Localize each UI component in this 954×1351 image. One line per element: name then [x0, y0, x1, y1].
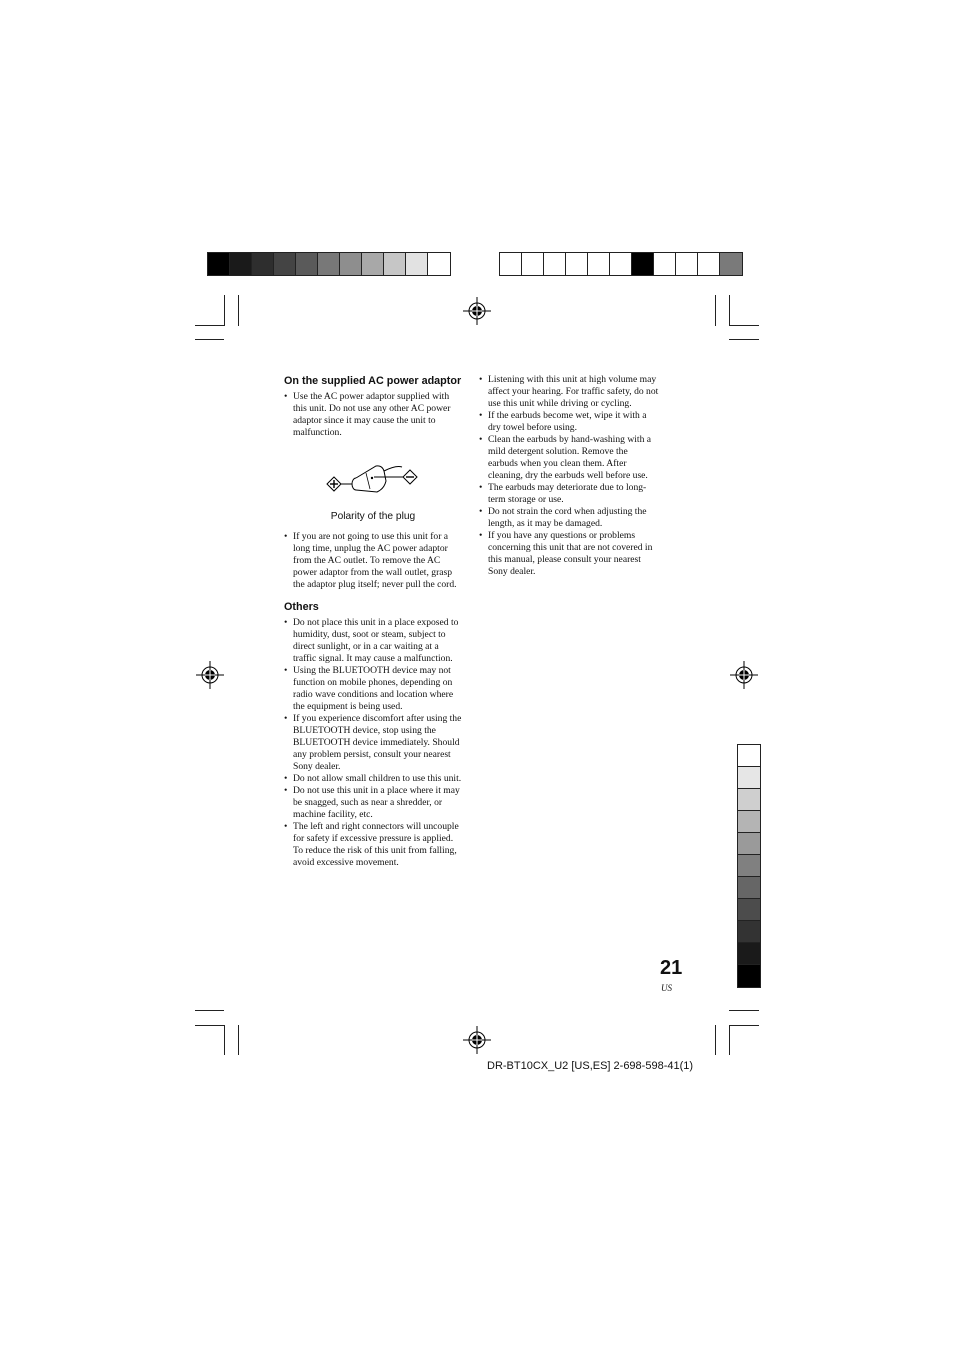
color-swatch: [500, 253, 522, 275]
footer-code: DR-BT10CX_U2 [US,ES] 2-698-598-41(1): [487, 1060, 694, 1072]
color-swatch: [230, 253, 252, 275]
list-item: • If you have any questions or problems concerning this unit that are not covered in this manual, please consult your nearest Sony dealer.: [479, 530, 659, 578]
color-swatch: [384, 253, 406, 275]
color-swatch: [632, 253, 654, 275]
color-swatch: [738, 745, 760, 767]
color-swatch: [296, 253, 318, 275]
list-item: • If you are not going to use this unit for a long time, unplug the AC power adaptor from the AC outlet. To remove the AC power adaptor from the wall outlet, grasp the adaptor plug itself; never pull the cord.: [284, 531, 462, 591]
plug-icon: [284, 457, 462, 509]
color-swatch: [208, 253, 230, 275]
list-item: • The left and right connectors will uncouple for safety if excessive pressure is applied. To reduce the risk of this unit from falling, avoid excessive movement.: [284, 821, 462, 869]
list-item: • Listening with this unit at high volume may affect your hearing. For traffic safety, do not use this unit while driving or cycling.: [479, 374, 659, 410]
minus-icon: [403, 470, 417, 484]
color-swatch: [738, 899, 760, 921]
right-column: [479, 374, 659, 578]
ac-adaptor-list: [284, 391, 462, 439]
color-swatch: [362, 253, 384, 275]
section-heading-ac-adaptor: On the supplied AC power adaptor: [284, 375, 462, 387]
color-swatch: [566, 253, 588, 275]
color-bar-right: [499, 252, 743, 276]
color-swatch: [738, 833, 760, 855]
list-item: • Do not use this unit in a place where it may be snagged, such as near a shredder, or machine facility, etc.: [284, 785, 462, 821]
color-swatch: [738, 877, 760, 899]
color-bar-left: [207, 252, 451, 276]
registration-mark-icon: [730, 661, 758, 689]
color-swatch: [738, 921, 760, 943]
precautions-list: [479, 374, 659, 578]
list-item: • Use the AC power adaptor supplied with this unit. Do not use any other AC power adaptor since it may cause the unit to malfunction.: [284, 391, 462, 439]
left-column: [284, 373, 462, 869]
color-swatch: [738, 855, 760, 877]
color-swatch: [738, 811, 760, 833]
list-item: • The earbuds may deteriorate due to long-term storage or use.: [479, 482, 659, 506]
list-item: • Do not place this unit in a place exposed to humidity, dust, soot or steam, subject to direct sunlight, or in a car waiting at a traffic signal. It may cause a malfunction.: [284, 617, 462, 665]
color-swatch: [654, 253, 676, 275]
color-bar-side: [737, 744, 761, 988]
color-swatch: [544, 253, 566, 275]
list-item: • Do not strain the cord when adjusting the length, as it may be damaged.: [479, 506, 659, 530]
color-swatch: [698, 253, 720, 275]
list-item: • If the earbuds become wet, wipe it with a dry towel before using.: [479, 410, 659, 434]
ac-adaptor-list-continued: [284, 531, 462, 591]
color-swatch: [610, 253, 632, 275]
list-item: • Clean the earbuds by hand-washing with a mild detergent solution. Remove the earbuds when you clean them. After cleaning, dry the earbuds well before use.: [479, 434, 659, 482]
list-item: • If you experience discomfort after using the BLUETOOTH device, stop using the BLUETOOTH device immediately. Should any problem persist, consult your nearest Sony dealer.: [284, 713, 462, 773]
figure-caption: Polarity of the plug: [330, 511, 416, 522]
others-list: [284, 617, 462, 869]
section-heading-others: Others: [284, 601, 319, 613]
registration-mark-icon: [463, 297, 491, 325]
color-swatch: [252, 253, 274, 275]
color-swatch: [676, 253, 698, 275]
registration-mark-icon: [463, 1026, 491, 1054]
plus-icon: [327, 477, 341, 491]
page-number: 21: [660, 957, 683, 979]
list-item: • Using the BLUETOOTH device may not function on mobile phones, depending on radio wave conditions and location where the equipment is being used.: [284, 665, 462, 713]
color-swatch: [738, 943, 760, 965]
color-swatch: [522, 253, 544, 275]
color-swatch: [428, 253, 450, 275]
color-swatch: [274, 253, 296, 275]
color-swatch: [340, 253, 362, 275]
polarity-figure: [284, 457, 462, 509]
color-swatch: [720, 253, 742, 275]
registration-mark-icon: [196, 661, 224, 689]
color-swatch: [588, 253, 610, 275]
color-swatch: [318, 253, 340, 275]
color-swatch: [406, 253, 428, 275]
color-swatch: [738, 789, 760, 811]
color-swatch: [738, 965, 760, 987]
color-swatch: [738, 767, 760, 789]
list-item: • Do not allow small children to use this unit.: [284, 773, 462, 785]
region-code: US: [661, 983, 672, 993]
